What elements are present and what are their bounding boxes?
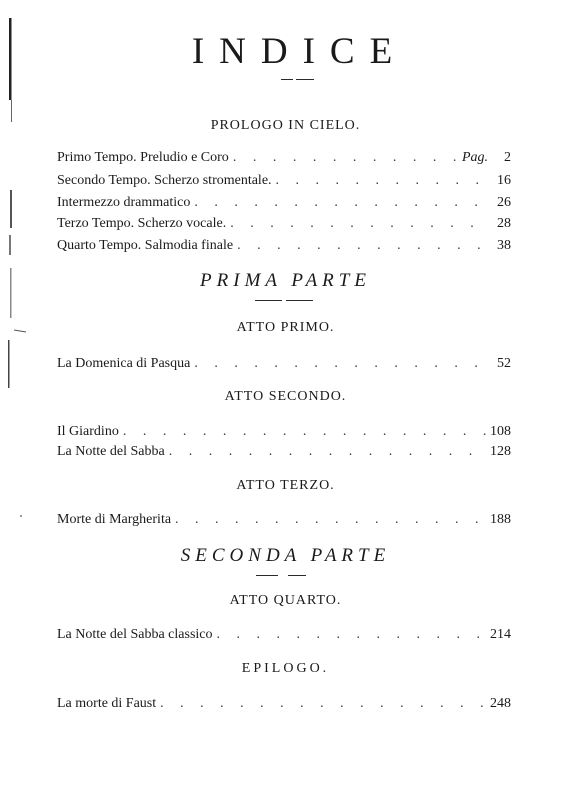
- toc-entry: [57, 216, 511, 236]
- epilogue-heading: EPILOGO.: [241, 661, 330, 676]
- entry-label: Terzo Tempo. Scherzo vocale.: [57, 216, 227, 231]
- act-one-heading: ATTO PRIMO.: [236, 320, 335, 335]
- dot-leader: [233, 150, 458, 166]
- act-two-heading: ATTO SECONDO.: [224, 389, 347, 404]
- toc-entry: [57, 150, 511, 170]
- entry-page: 16: [497, 173, 511, 188]
- toc-entry: [57, 195, 511, 215]
- entry-page: 214: [490, 627, 511, 642]
- part-two-heading: SECONDA PARTE: [180, 545, 391, 566]
- entry-label: La Domenica di Pasqua: [57, 356, 191, 371]
- page-title: INDICE: [191, 31, 408, 72]
- toc-entry: [57, 512, 511, 532]
- dot-leader: [276, 173, 489, 189]
- entry-page: 52: [497, 356, 511, 371]
- dot-leader: [230, 216, 489, 232]
- entry-label: Intermezzo drammatico: [57, 195, 191, 210]
- entry-page: 2: [504, 150, 511, 165]
- entry-label: Morte di Margherita: [57, 512, 172, 527]
- act-four-heading: ATTO QUARTO.: [229, 593, 342, 608]
- act-three-heading: ATTO TERZO.: [236, 478, 335, 493]
- entry-page: 108: [490, 424, 511, 439]
- dot-leader: [217, 627, 486, 643]
- entry-page: 38: [497, 238, 511, 253]
- part-rule: [288, 575, 306, 576]
- toc-entry: [57, 444, 511, 464]
- toc-entry: [57, 696, 511, 716]
- entry-label: La Notte del Sabba classico: [57, 627, 213, 642]
- entry-page: 26: [497, 195, 511, 210]
- dot-leader: [194, 195, 489, 211]
- dot-leader: [123, 424, 486, 440]
- part-rule: [255, 300, 282, 301]
- entry-page: 128: [490, 444, 511, 459]
- part-rule: [256, 575, 278, 576]
- entry-label: La Notte del Sabba: [57, 444, 165, 459]
- entry-label: Secondo Tempo. Scherzo stromentale.: [57, 173, 272, 188]
- toc-entry: [57, 173, 511, 193]
- dot-leader: [175, 512, 486, 528]
- title-rule: [281, 79, 293, 80]
- part-one-heading: PRIMA PARTE: [200, 270, 371, 291]
- part-rule: [286, 300, 313, 301]
- entry-page: 188: [490, 512, 511, 527]
- entry-label: Primo Tempo. Preludio e Coro: [57, 150, 229, 165]
- page-abbrev: Pag.: [461, 150, 488, 165]
- entry-label: Il Giardino: [57, 424, 119, 439]
- toc-entry: [57, 356, 511, 376]
- entry-page: 248: [490, 696, 511, 711]
- dot-leader: [160, 696, 486, 712]
- dot-leader: [194, 356, 489, 372]
- toc-entry: [57, 627, 511, 647]
- entry-label: La morte di Faust: [57, 696, 157, 711]
- prologue-heading: PROLOGO IN CIELO.: [210, 118, 361, 133]
- dot-leader: [237, 238, 489, 254]
- dot-leader: [169, 444, 486, 460]
- entry-page: 28: [497, 216, 511, 231]
- toc-entry: [57, 424, 511, 444]
- title-rule: [296, 79, 314, 80]
- entry-label: Quarto Tempo. Salmodia finale: [57, 238, 234, 253]
- toc-entry: [57, 238, 511, 258]
